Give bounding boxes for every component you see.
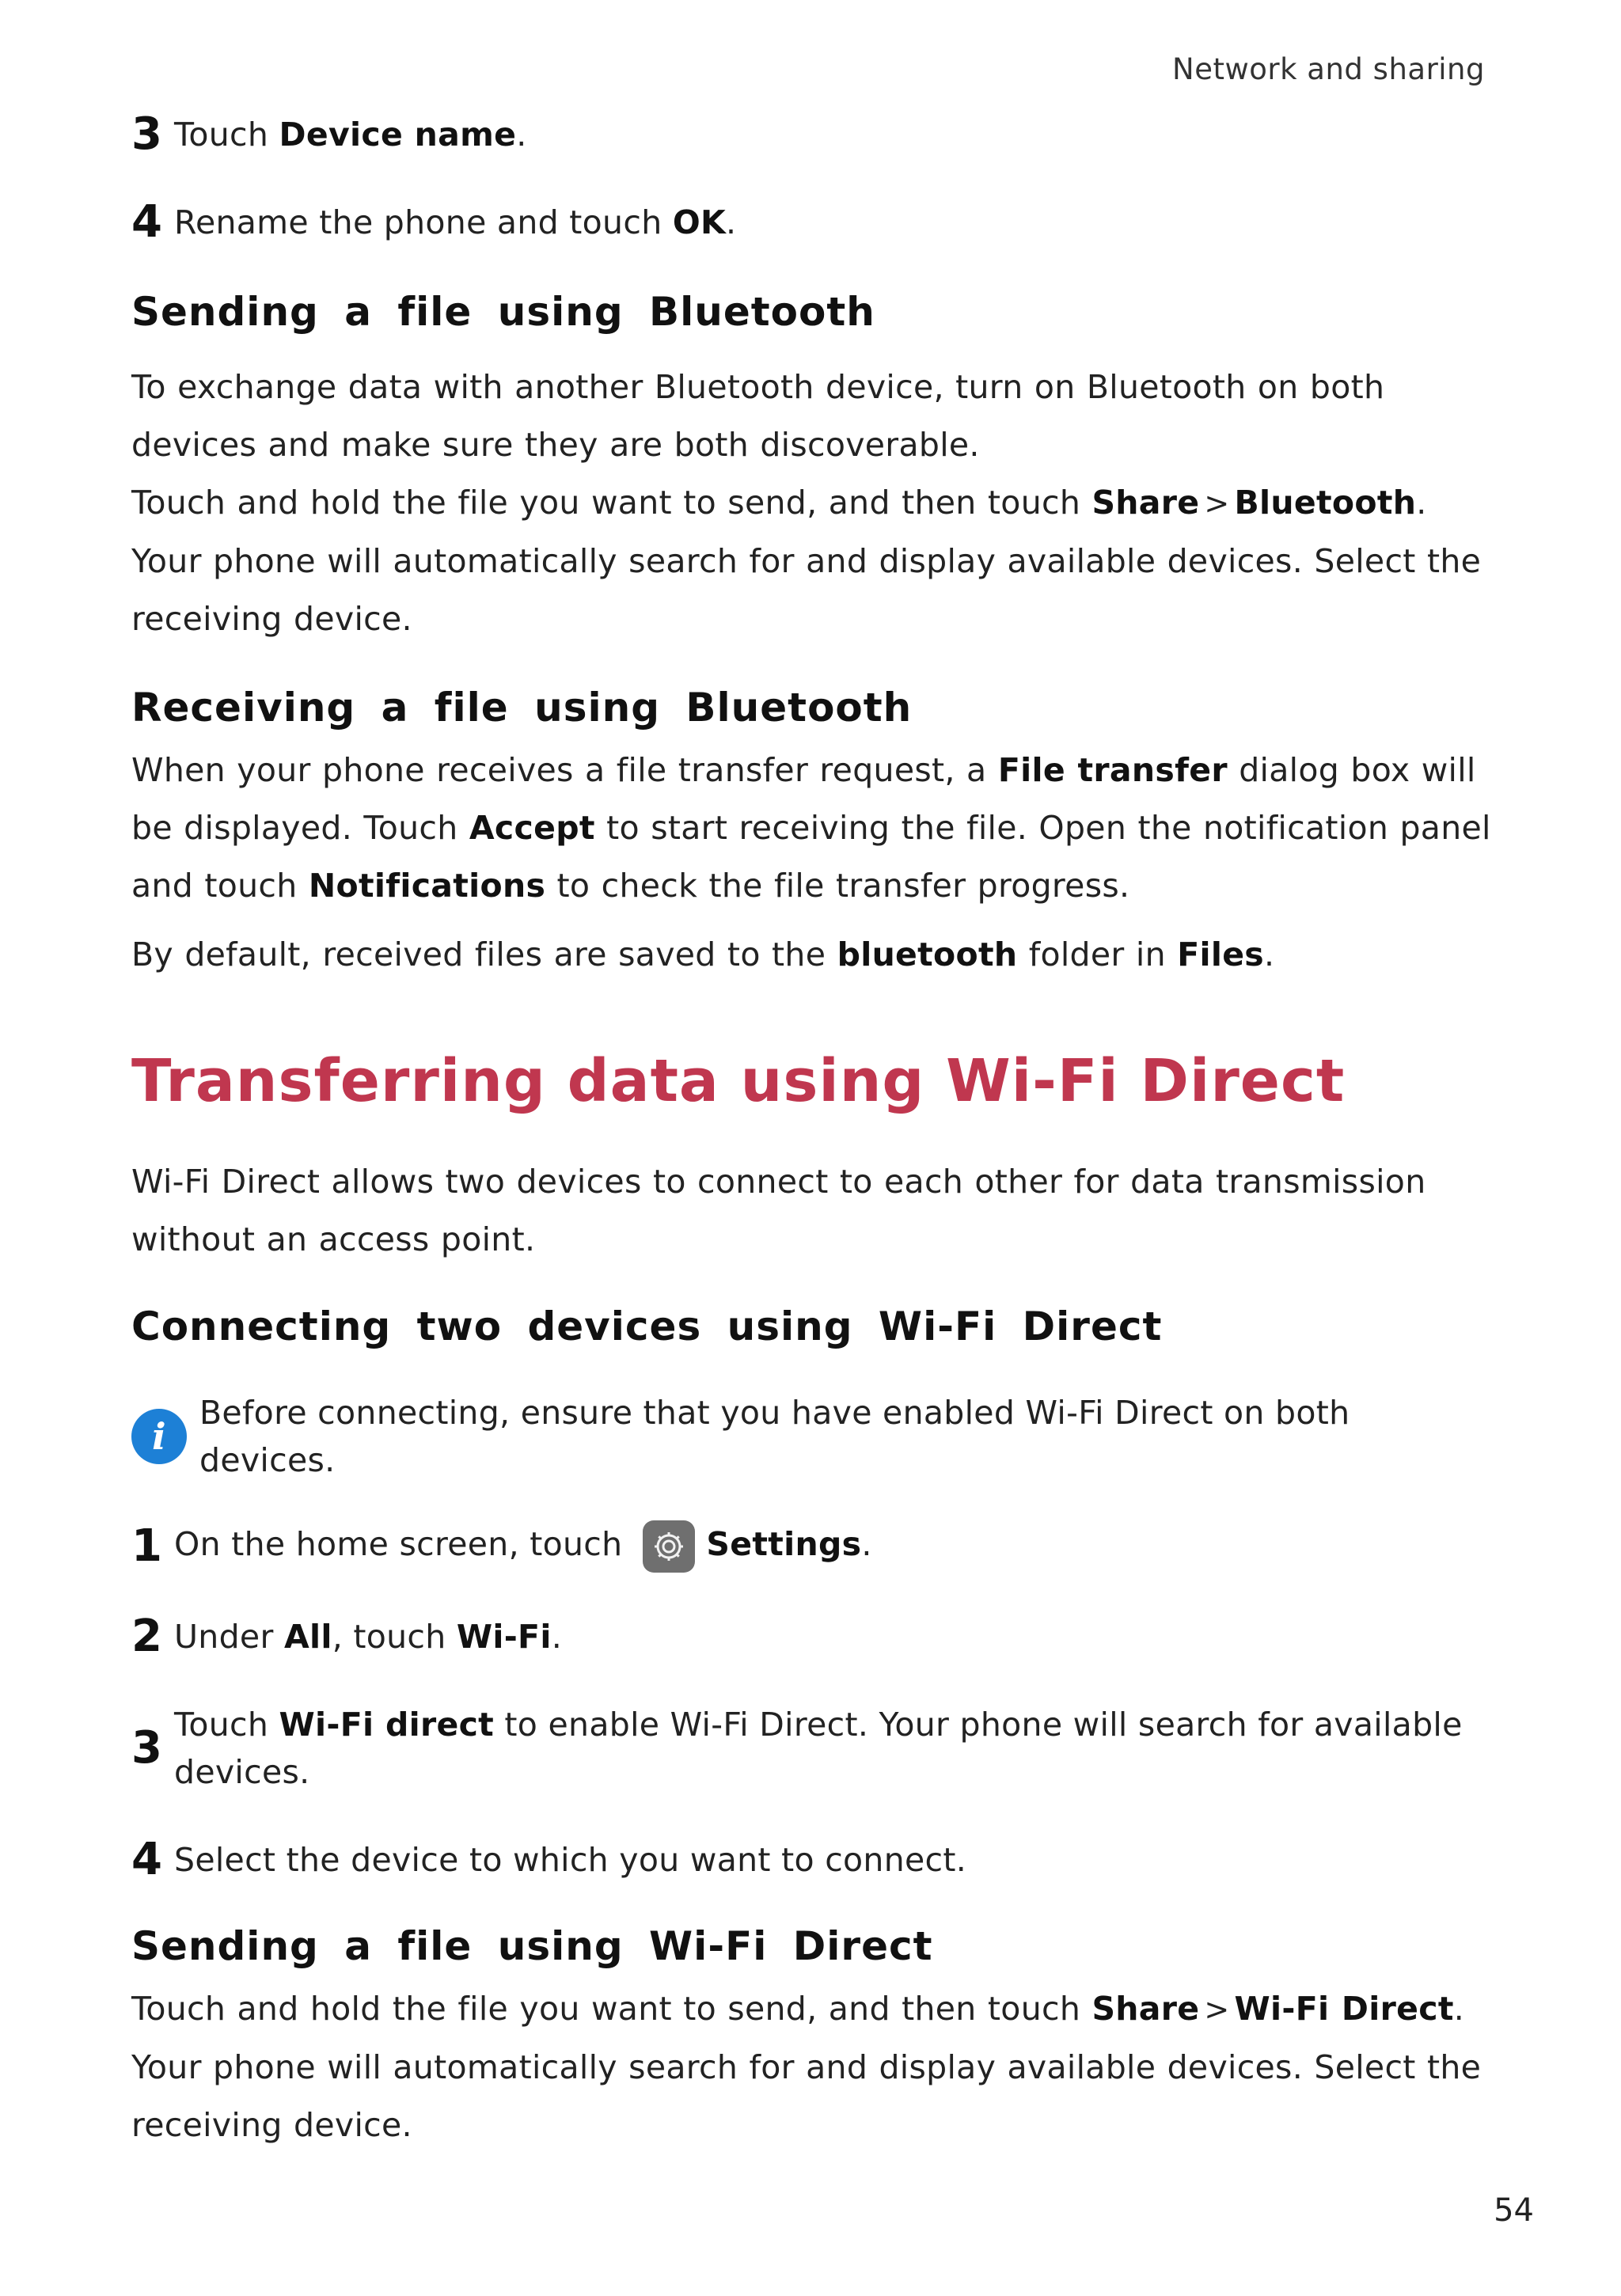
step-number: 3 — [131, 1722, 163, 1774]
text-run: folder in — [1017, 935, 1178, 973]
step-text — [174, 111, 527, 158]
step-text-pre: Rename the phone and touch — [174, 203, 673, 241]
wifi-step-4 — [131, 1836, 1493, 1884]
step-text: Select the device to which you want to connect. — [174, 1841, 967, 1879]
step-4-rename — [131, 196, 1493, 248]
step-text — [174, 1520, 872, 1573]
text-run: On the home screen, touch — [174, 1525, 623, 1563]
file-transfer-label: File transfer — [997, 751, 1228, 789]
sending-wifi-direct-heading: Sending a file using Wi-Fi Direct — [131, 1923, 933, 1969]
text-run: to enable Wi-Fi Direct. Your phone will search for available devices. — [174, 1706, 1463, 1791]
text-run: Touch and hold the file you want to send, and then touch — [131, 1990, 1092, 2028]
step-text-pre: Touch — [174, 116, 279, 154]
text-run: dialog box will be displayed. Touch — [131, 751, 1476, 847]
wifi-direct-menu-label: Wi-Fi Direct — [1234, 1990, 1454, 2028]
bluetooth-label: Bluetooth — [1234, 484, 1417, 522]
menu-separator: > — [1204, 1992, 1230, 2027]
info-note — [131, 1389, 1493, 1484]
text-run: Under — [174, 1618, 284, 1656]
device-name-label: Device name — [279, 116, 517, 154]
menu-separator: > — [1204, 486, 1230, 521]
bluetooth-folder-label: bluetooth — [837, 935, 1018, 973]
note-text: Before connecting, ensure that you have enabled Wi-Fi Direct on both devices. — [199, 1394, 1350, 1479]
step-text — [174, 1701, 1493, 1796]
connecting-devices-heading: Connecting two devices using Wi-Fi Direct — [131, 1304, 1163, 1349]
step-3-device-name — [131, 108, 1493, 160]
section-header: Network and sharing — [1172, 52, 1485, 86]
sending-bluetooth-heading: Sending a file using Bluetooth — [131, 289, 875, 335]
share-label: Share — [1091, 484, 1200, 522]
wifi-direct-label: Wi-Fi direct — [279, 1706, 495, 1744]
text-run: . — [861, 1525, 872, 1563]
receiving-bluetooth-heading: Receiving a file using Bluetooth — [131, 685, 913, 731]
step-text — [174, 199, 736, 246]
wifi-step-3 — [131, 1701, 1493, 1796]
step-number: 4 — [131, 196, 163, 248]
share-label: Share — [1091, 1990, 1200, 2028]
step-number: 3 — [131, 108, 163, 160]
wifi-label: Wi-Fi — [456, 1618, 552, 1656]
sending-wifi-direct-paragraph — [131, 1980, 1493, 2154]
sending-bluetooth-paragraph-2 — [131, 474, 1493, 648]
wifi-step-2 — [131, 1613, 1493, 1660]
step-number: 1 — [131, 1520, 163, 1572]
step-text-post: . — [726, 203, 737, 241]
notifications-label: Notifications — [308, 867, 546, 905]
wifi-step-1 — [131, 1520, 1493, 1573]
settings-label: Settings — [706, 1525, 862, 1563]
sending-bluetooth-paragraph-1: To exchange data with another Bluetooth device, turn on Bluetooth on both devices and make sure they are both discoverable. — [131, 368, 1385, 464]
text-run: . Your phone will automatically search for and display available devices. Select the receiving device. — [131, 484, 1482, 638]
all-label: All — [283, 1618, 332, 1656]
files-label: Files — [1177, 935, 1265, 973]
text-run: to check the file transfer progress. — [545, 867, 1130, 905]
receiving-bluetooth-paragraph-2 — [131, 926, 1493, 984]
ok-label: OK — [672, 203, 727, 241]
text-run: When your phone receives a file transfer request, a — [131, 751, 998, 789]
wifi-direct-intro: Wi-Fi Direct allows two devices to connect to each other for data transmission without an access point. — [131, 1163, 1426, 1258]
step-text — [174, 1613, 562, 1660]
step-number: 4 — [131, 1834, 163, 1885]
text-run: . — [1264, 935, 1275, 973]
text-run: , touch — [332, 1618, 457, 1656]
page-number: 54 — [1494, 2192, 1534, 2229]
text-run: to start receiving the file. Open the notification panel and touch — [131, 809, 1491, 905]
page-content — [131, 108, 1493, 2154]
text-run: By default, received files are saved to the — [131, 935, 837, 973]
wifi-direct-title: Transferring data using Wi-Fi Direct — [131, 1047, 1346, 1115]
text-run: . Your phone will automatically search for and display available devices. Select the receiving device. — [131, 1990, 1482, 2144]
text-run: Touch and hold the file you want to send, and then touch — [131, 484, 1092, 522]
settings-gear-icon — [643, 1520, 695, 1573]
accept-label: Accept — [469, 809, 595, 847]
receiving-bluetooth-paragraph-1 — [131, 742, 1493, 915]
text-run: Touch — [174, 1706, 279, 1744]
info-icon: i — [131, 1409, 187, 1464]
step-number: 2 — [131, 1611, 163, 1662]
step-text-post: . — [516, 116, 527, 154]
text-run: . — [551, 1618, 563, 1656]
